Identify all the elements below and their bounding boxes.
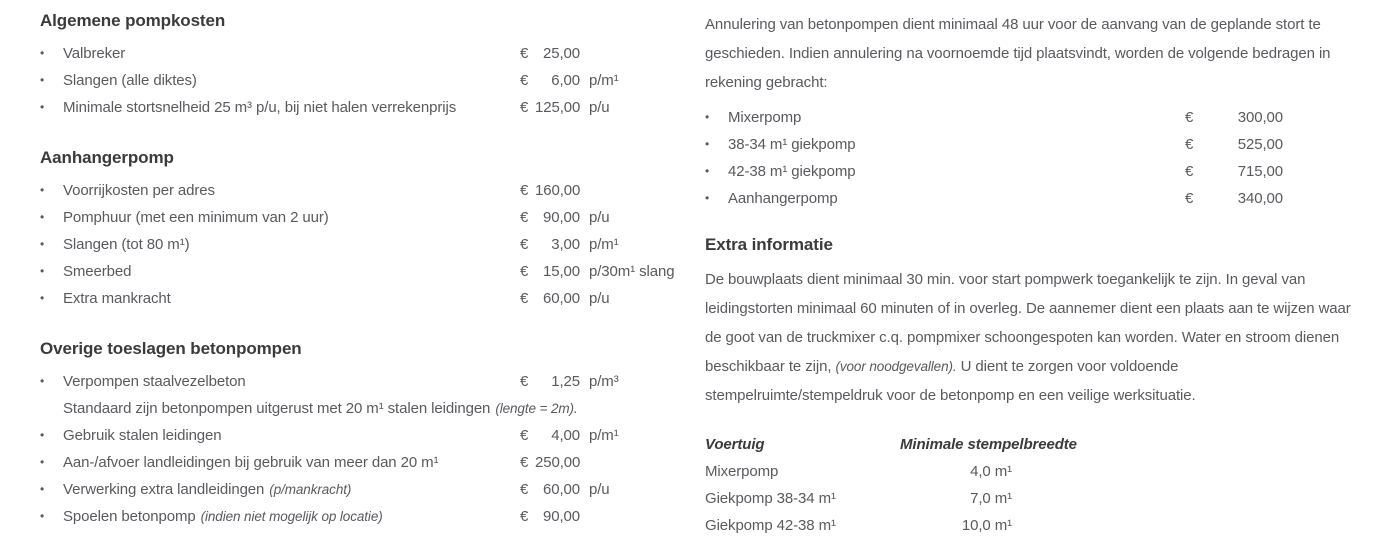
currency-symbol: € [520,263,529,280]
price-block [520,231,619,258]
currency-symbol: € [1185,163,1194,180]
vehicle-cell: Giekpomp 38-34 m¹ [705,490,836,507]
currency-symbol: € [1185,109,1194,126]
price-block [520,449,589,476]
item-label: Slangen (tot 80 m¹) [63,236,190,253]
price-block [520,422,619,449]
table-row [705,512,1355,539]
price-unit: p/m³ [589,373,619,390]
item-label: Valbreker [63,45,126,62]
price-row [40,258,690,285]
price-amount: 60,00 [542,481,580,498]
price-block [1185,104,1283,131]
currency-symbol: € [520,373,529,390]
currency-symbol: € [520,209,529,226]
section-heading: Overige toeslagen betonpompen [40,339,302,358]
price-row [40,40,690,67]
bullet-icon: • [40,210,45,224]
price-block [1185,185,1283,212]
item-label: Standaard zijn betonpompen uitgerust met 20 m¹ stalen leidingen [63,400,491,417]
paragraph-note: (voor noodgevallen). [835,359,957,374]
bullet-icon: • [705,110,710,124]
price-amount: 160,00 [535,182,581,199]
currency-symbol: € [520,290,529,307]
price-block [520,40,589,67]
price-unit: p/u [589,99,610,116]
price-amount: 300,00 [1237,109,1283,126]
width-cell: 10,0 m¹ [961,517,1012,534]
price-amount: 15,00 [542,263,580,280]
price-block [1185,131,1283,158]
price-block [520,258,675,285]
item-label: Voorrijkosten per adres [63,182,215,199]
price-row [705,185,1355,212]
price-row [40,94,690,121]
table-header-width: Minimale stempelbreedte [900,436,1077,453]
price-unit: p/m¹ [589,427,619,444]
cancellation-intro-paragraph: Annulering van betonpompen dient minimaal 48 uur voor de aanvang van de geplande stort te geschieden. Indien annulering na voornoemde tijd plaatsvindt, worden de volgende bedragen in rekening gebracht: [705,16,1331,91]
price-row [40,204,690,231]
item-note: (lengte = 2m). [495,401,578,416]
price-amount: 125,00 [535,99,581,116]
price-row [40,503,690,530]
price-block [520,67,619,94]
table-row [705,485,1355,512]
table-header-row [705,431,1355,458]
bullet-icon: • [40,291,45,305]
item-label: Gebruik stalen leidingen [63,427,222,444]
price-block [520,94,610,121]
price-row [40,368,690,395]
currency-symbol: € [520,454,529,471]
bullet-icon: • [40,509,45,523]
price-block [520,285,610,312]
table-row [705,458,1355,485]
item-note: (indien niet mogelijk op locatie) [200,509,383,524]
bullet-icon: • [40,264,45,278]
bullet-icon: • [40,455,45,469]
price-amount: 4,00 [551,427,580,444]
extra-info-heading: Extra informatie [705,235,833,254]
price-row [40,476,690,503]
item-label: Smeerbed [63,263,132,280]
price-row [40,422,690,449]
item-label: Aanhangerpomp [728,190,838,207]
bullet-icon: • [40,100,45,114]
price-amount: 250,00 [535,454,581,471]
price-unit: p/u [589,209,610,226]
price-block [520,368,619,395]
currency-symbol: € [520,99,529,116]
price-row [40,231,690,258]
section-aanhangerpomp [40,147,690,312]
item-label: Slangen (alle diktes) [63,72,197,89]
price-block [520,503,589,530]
section-overige-toeslagen [40,338,690,530]
section-heading: Algemene pompkosten [40,11,226,30]
bullet-icon: • [40,374,45,388]
item-label: Verpompen staalvezelbeton [63,373,246,390]
bullet-icon: • [40,237,45,251]
bullet-icon: • [40,73,45,87]
item-label: 42-38 m¹ giekpomp [728,163,856,180]
price-amount: 90,00 [542,508,580,525]
price-amount: 715,00 [1237,163,1283,180]
price-row [40,67,690,94]
price-unit: p/m¹ [589,236,619,253]
bullet-icon: • [40,428,45,442]
right-column [705,10,1355,539]
price-row [40,285,690,312]
paragraph-text: De bouwplaats dient minimaal 30 min. voor start pompwerk toegankelijk te zijn. In geval van leidingstorten minimaal 60 minuten of in overleg. De aannemer dient een plaats aan te wijzen waar de goot van de truckmixer c.q. pompmixer schoongespoten kan worden. Water en stroom dienen beschikbaar te zijn, [705,271,1351,375]
currency-symbol: € [520,72,529,89]
item-label: Pomphuur (met een minimum van 2 uur) [63,209,329,226]
currency-symbol: € [1185,136,1194,153]
currency-symbol: € [520,236,529,253]
paragraph-text: U dient te zorgen voor voldoende stempelruimte/stempeldruk voor de betonpomp en een veilige werksituatie. [705,358,1196,404]
price-row [40,177,690,204]
left-column [40,10,690,556]
item-label: Verwerking extra landleidingen [63,481,265,498]
bullet-icon: • [705,191,710,205]
extra-info-paragraph [705,265,1355,410]
item-label: 38-34 m¹ giekpomp [728,136,856,153]
price-amount: 90,00 [542,209,580,226]
price-unit: p/u [589,290,610,307]
price-row [705,104,1355,131]
price-amount: 6,00 [551,72,580,89]
width-cell: 7,0 m¹ [970,490,1012,507]
price-row [40,449,690,476]
table-header-vehicle: Voertuig [705,436,765,453]
currency-symbol: € [520,182,529,199]
stamp-width-table [705,431,1355,539]
item-label: Aan-/afvoer landleidingen bij gebruik van meer dan 20 m¹ [63,454,439,471]
price-row [705,131,1355,158]
price-block [520,177,589,204]
section-heading: Aanhangerpomp [40,148,174,167]
bullet-icon: • [705,137,710,151]
bullet-icon: • [705,164,710,178]
price-unit: p/u [589,481,610,498]
price-row [705,158,1355,185]
item-label: Minimale stortsnelheid 25 m³ p/u, bij niet halen verrekenprijs [63,99,457,116]
currency-symbol: € [520,427,529,444]
width-cell: 4,0 m¹ [970,463,1012,480]
standard-equipment-note [40,395,690,422]
price-amount: 60,00 [542,290,580,307]
price-block [520,476,610,503]
bullet-icon: • [40,46,45,60]
bullet-icon: • [40,183,45,197]
price-amount: 25,00 [542,45,580,62]
item-note: (p/mankracht) [269,482,352,497]
vehicle-cell: Giekpomp 42-38 m¹ [705,517,836,534]
item-label: Spoelen betonpomp [63,508,196,525]
price-unit: p/30m¹ slang [589,263,675,280]
price-amount: 3,00 [551,236,580,253]
price-block [1185,158,1283,185]
price-amount: 525,00 [1237,136,1283,153]
price-unit: p/m¹ [589,72,619,89]
price-amount: 340,00 [1237,190,1283,207]
currency-symbol: € [520,481,529,498]
section-algemene-pompkosten [40,10,690,121]
item-label: Mixerpomp [728,109,802,126]
price-amount: 1,25 [551,373,580,390]
currency-symbol: € [520,508,529,525]
item-label: Extra mankracht [63,290,171,307]
currency-symbol: € [1185,190,1194,207]
currency-symbol: € [520,45,529,62]
price-block [520,204,610,231]
vehicle-cell: Mixerpomp [705,463,779,480]
bullet-icon: • [40,482,45,496]
